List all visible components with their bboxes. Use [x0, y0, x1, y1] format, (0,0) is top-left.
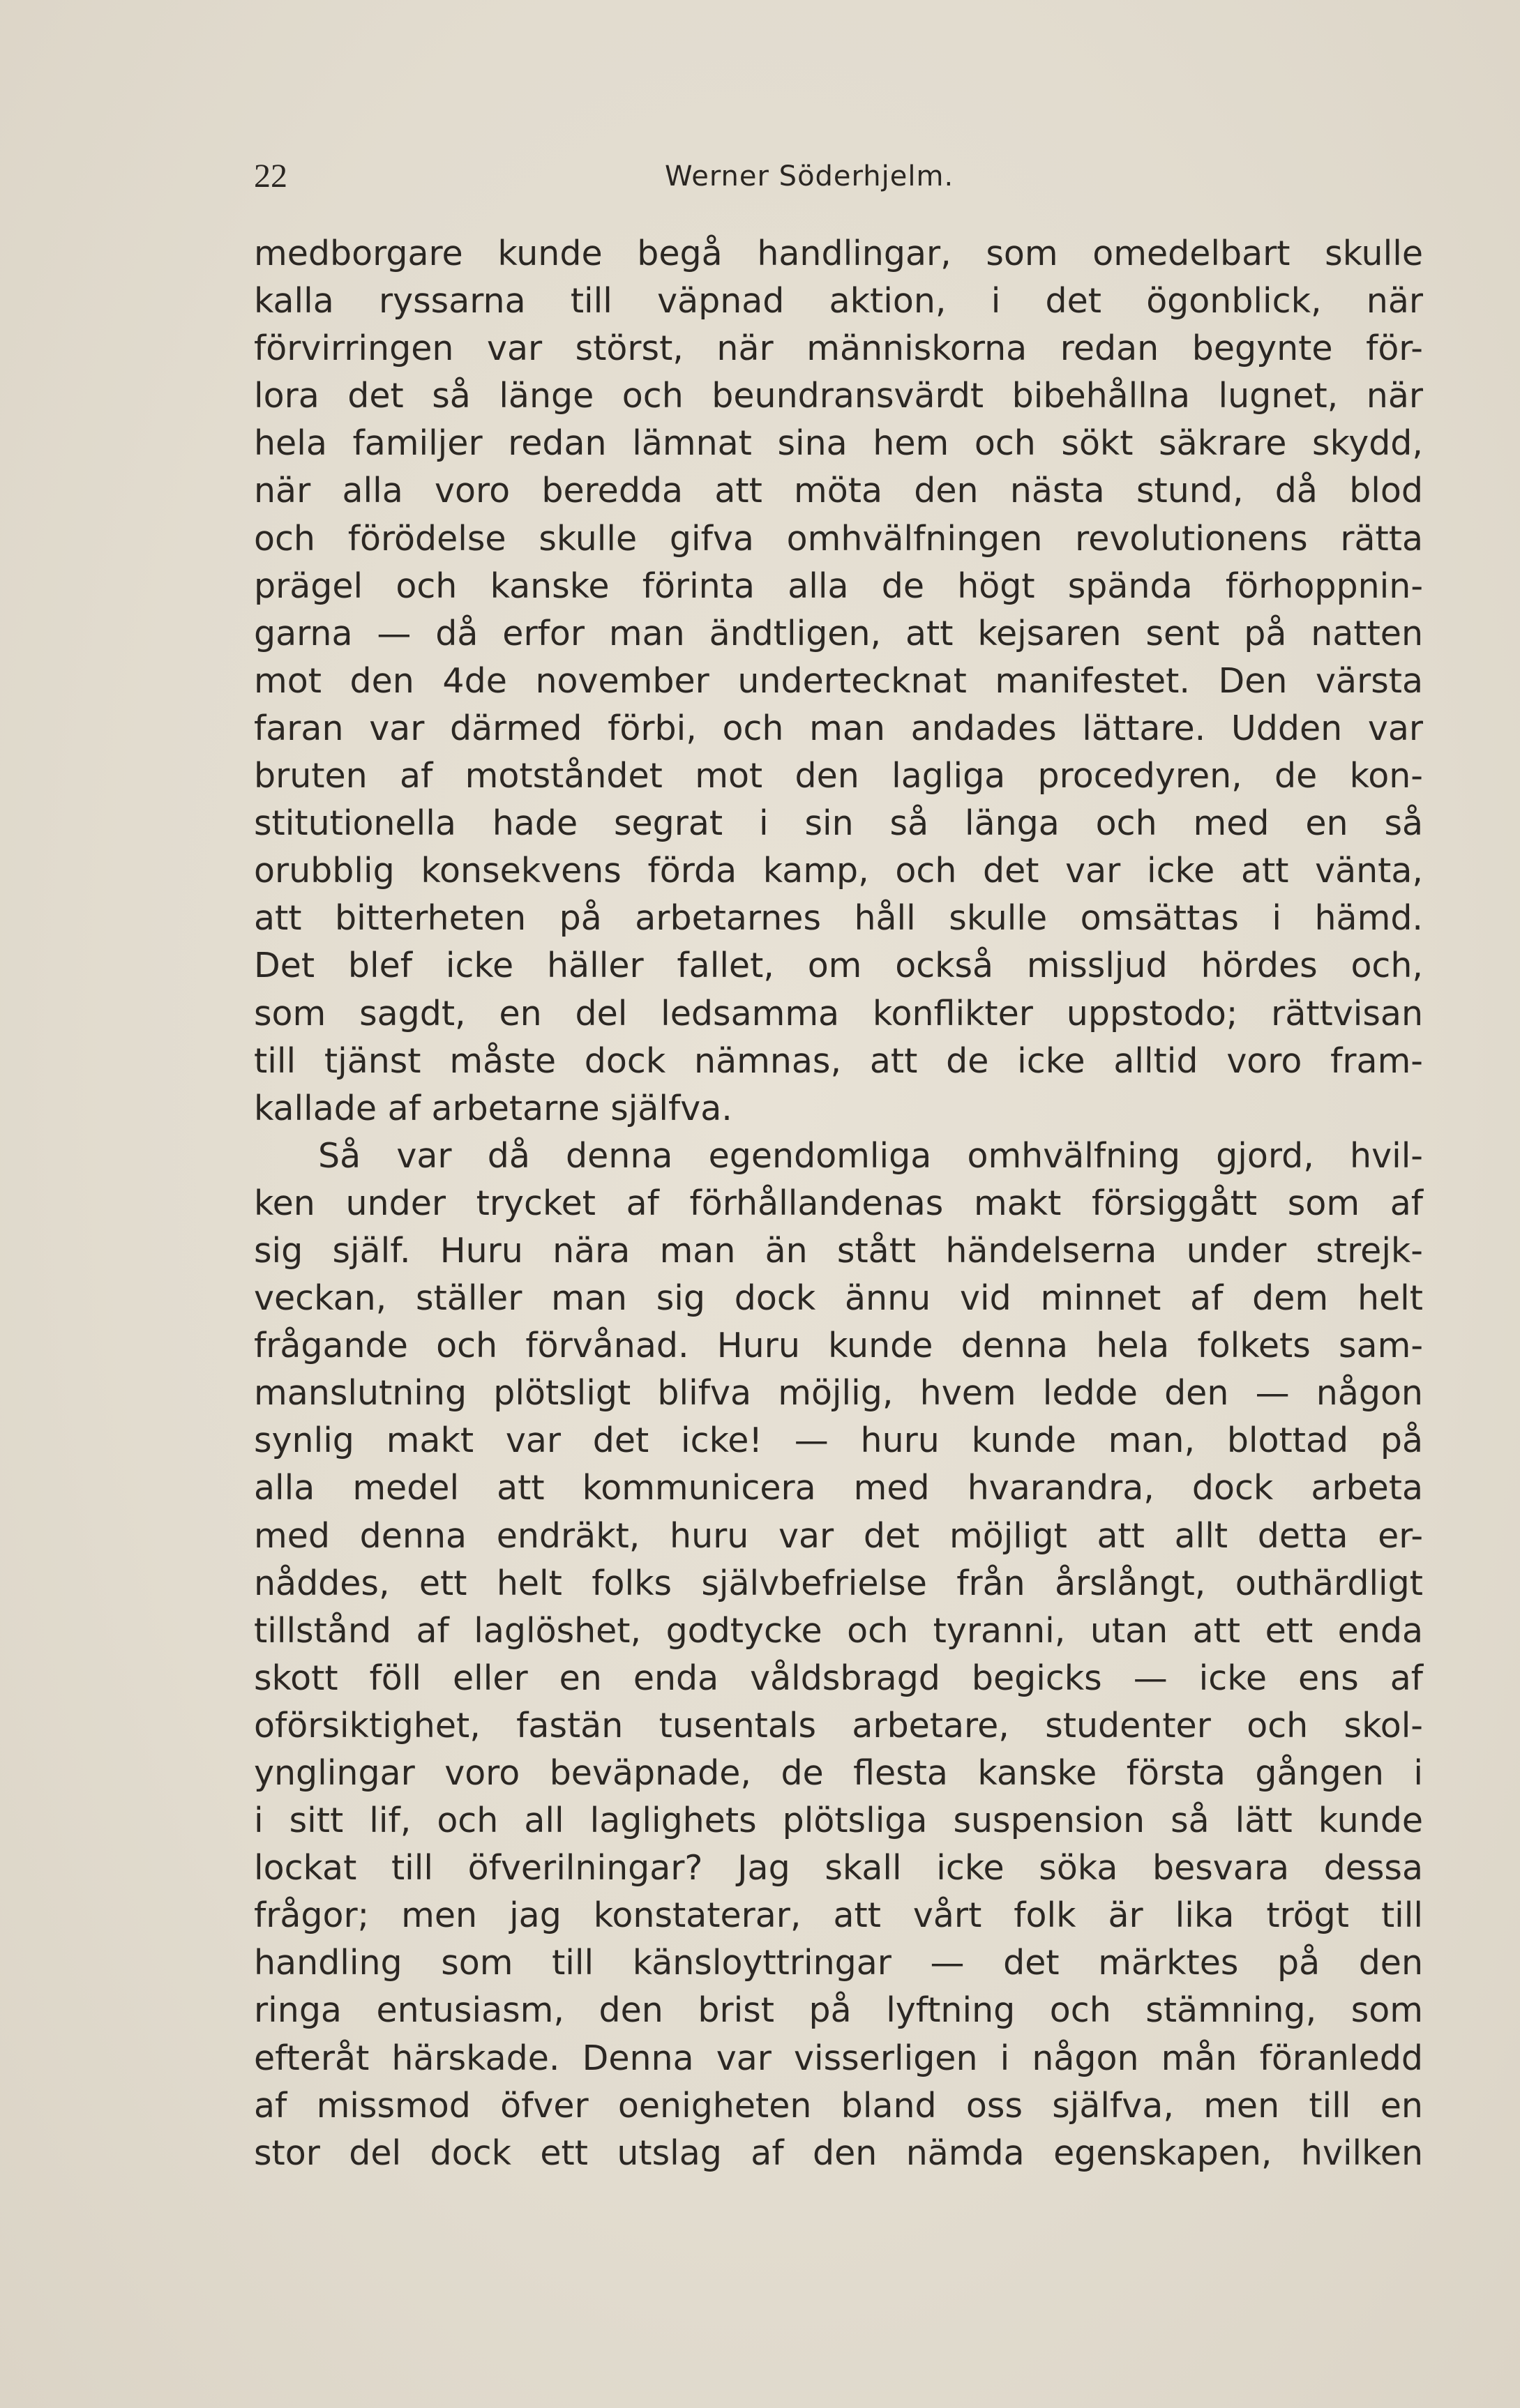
text-line: skott föll eller en enda våldsbragd begicks — icke ens af: [254, 1658, 1423, 1698]
text-line: med denna endräkt, huru var det möjligt att allt detta er-: [254, 1515, 1423, 1556]
text-line: stor del dock ett utslag af den nämda egenskapen, hvilken: [254, 2133, 1423, 2173]
text-line: lora det så länge och beundransvärdt bibehållna lugnet, när: [254, 376, 1423, 416]
text-line: att bitterheten på arbetarnes håll skulle omsättas i hämd.: [254, 898, 1423, 939]
text-line: orubblig konsekvens förda kamp, och det var icke att vänta,: [254, 851, 1423, 891]
running-head: [254, 152, 1423, 201]
text-line: till tjänst måste dock nämnas, att de icke alltid voro fram-: [254, 1040, 1423, 1081]
text-line: lockat till öfverilningar? Jag skall icke söka besvara dessa: [254, 1848, 1423, 1888]
text-line: synlig makt var det icke! — huru kunde man, blottad på: [254, 1421, 1423, 1461]
text-line: medborgare kunde begå handlingar, som omedelbart skulle: [254, 234, 1423, 273]
text-line: mot den 4de november undertecknat manifestet. Den värsta: [254, 660, 1423, 701]
text-line: i sitt lif, och all laglighets plötsliga suspension så lätt kunde: [254, 1801, 1423, 1841]
text-line: veckan, ställer man sig dock ännu vid minnet af dem helt: [254, 1278, 1423, 1319]
text-line: kallade af arbetarne själfva.: [254, 1088, 732, 1128]
body-text: [254, 230, 1423, 2177]
text-line: oförsiktighet, fastän tusentals arbetare, studenter och skol-: [254, 1705, 1423, 1746]
text-line: hela familjer redan lämnat sina hem och sökt säkrare skydd,: [254, 423, 1423, 464]
text-line: kalla ryssarna till väpnad aktion, i det ögonblick, när: [254, 281, 1423, 321]
text-line: när alla voro beredda att möta den nästa stund, då blod: [254, 471, 1423, 511]
text-line: efteråt härskade. Denna var visserligen i någon mån föranledd: [254, 2038, 1423, 2078]
text-line: faran var därmed förbi, och man andades lättare. Udden var: [254, 708, 1423, 748]
text-line: ken under trycket af förhållandenas makt försiggått som af: [254, 1183, 1423, 1223]
text-line: och förödelse skulle gifva omhvälfningen revolutionens rätta: [254, 518, 1423, 559]
text-line: frågor; men jag konstaterar, att vårt folk är lika trögt till: [254, 1895, 1423, 1936]
text-line: bruten af motståndet mot den lagliga procedyren, de kon-: [254, 756, 1423, 796]
text-line: prägel och kanske förinta alla de högt spända förhoppnin-: [254, 566, 1423, 606]
text-line: som sagdt, en del ledsamma konflikter uppstodo; rättvisan: [254, 993, 1423, 1033]
text-line: alla medel att kommunicera med hvarandra, dock arbeta: [254, 1468, 1423, 1508]
text-line: frågande och förvånad. Huru kunde denna hela folkets sam-: [254, 1326, 1423, 1366]
text-line: af missmod öfver oenigheten bland oss själfva, men till en: [254, 2085, 1423, 2126]
text-line: ynglingar voro beväpnade, de flesta kanske första gången i: [254, 1753, 1423, 1793]
text-line: Det blef icke häller fallet, om också missljud hördes och,: [254, 946, 1423, 986]
text-line: förvirringen var störst, när människorna redan begynte för-: [254, 328, 1423, 369]
text-line: sig själf. Huru nära man än stått händelserna under strejk-: [254, 1230, 1423, 1271]
running-title: Werner Söderhjelm.: [665, 160, 954, 192]
text-line: handling som till känsloyttringar — det märktes på den: [254, 1943, 1423, 1983]
page-number: 22: [254, 158, 287, 195]
text-line: ringa entusiasm, den brist på lyftning och stämning, som: [254, 1990, 1423, 2031]
text-line: garna — då erfor man ändtligen, att kejsaren sent på natten: [254, 613, 1423, 653]
text-line: tillstånd af laglöshet, godtycke och tyranni, utan att ett enda: [254, 1610, 1423, 1651]
text-line: manslutning plötsligt blifva möjlig, hvem ledde den — någon: [254, 1373, 1423, 1414]
text-line: nåddes, ett helt folks självbefrielse från årslångt, outhärdligt: [254, 1563, 1423, 1603]
text-line: stitutionella hade segrat i sin så länga och med en så: [254, 803, 1423, 844]
text-line: Så var då denna egendomliga omhvälfning gjord, hvil-: [318, 1135, 1423, 1176]
